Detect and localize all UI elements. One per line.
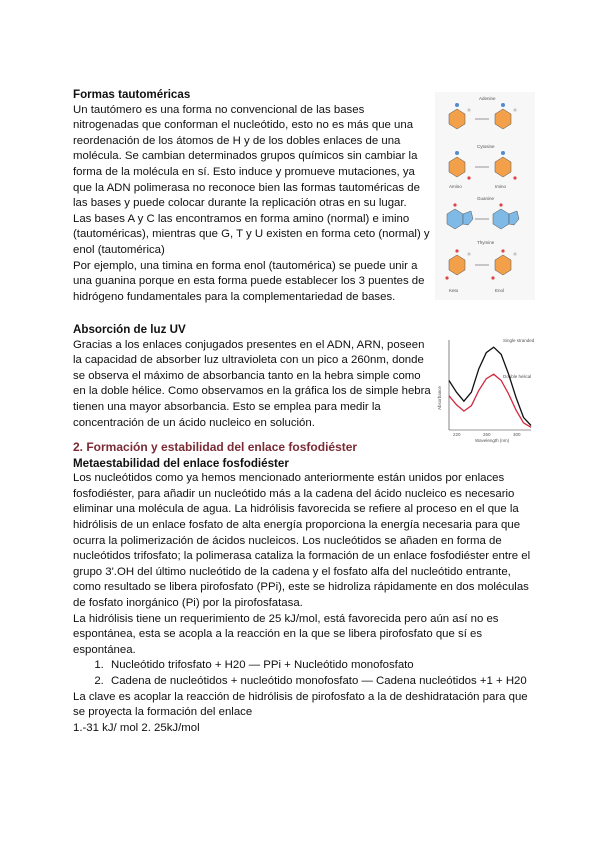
adenine-label: Adenine <box>479 96 496 101</box>
tautomers-paragraph-2: Las bases A y C las encontramos en forma amino (normal) e imino (tautoméricas), mientras que G, T y U existen en forma ceto (normal) y enol (tautomérica) <box>73 212 430 256</box>
uv-paragraph: Gracias a los enlaces conjugados presentes en el ADN, ARN, poseen la capacidad de absorber luz ultravioleta con un pico a 260nm, donde se observa el máximo de absorbancia tanto en la hebra simple como en la doble hélice. Como observamos en la gráfica los de simple hebra tienen una mayor absorbancia. Esto se emplea para medir la concentración de un ácido nucleico en solución. <box>73 338 431 429</box>
metastability-subheading: Metaestabilidad del enlace fosfodiéster <box>73 456 289 470</box>
amino-form-label: Amino <box>449 184 462 189</box>
y-axis-label: Absorbance <box>437 385 442 410</box>
tautomers-section <box>73 87 431 305</box>
uv-absorbance-chart <box>435 332 535 444</box>
imino-form-label: Imino <box>495 184 507 189</box>
x-axis-label: Wavelength (nm) <box>475 438 510 443</box>
double-helical-label: Double helical <box>503 374 532 379</box>
x-tick-220: 220 <box>453 432 461 437</box>
tautomers-heading: Formas tautoméricas <box>73 88 191 101</box>
x-tick-300: 300 <box>513 432 521 437</box>
single-stranded-label: Single stranded <box>503 338 535 343</box>
phosphodiester-paragraph-3: La clave es acoplar la reacción de hidrólisis de pirofosfato a la de deshidratación para que se proyecta la formación del enlace <box>73 690 528 719</box>
phosphodiester-section <box>73 440 531 736</box>
reaction-list <box>73 658 531 689</box>
phosphodiester-paragraph-2: La hidrólisis tiene un requerimiento de 25 kJ/mol, está favorecida pero aún así no es espontánea, esta se acopla a la reacción en la que se libera pirofosfato que sí es espontánea. <box>73 612 499 656</box>
tautomer-figure <box>435 92 535 300</box>
section-2-heading: 2. Formación y estabilidad del enlace fosfodiéster <box>73 440 358 454</box>
enol-form-label: Enol <box>495 288 505 293</box>
guanine-label: Guanine <box>477 196 495 201</box>
tautomers-paragraph-3: Por ejemplo, una timina en forma enol (tautomérica) se puede unir a una guanina porque en esta forma puede establecer los 3 puentes de hidrógeno fundamentales para la complementariedad de bases. <box>73 259 425 303</box>
energy-values: 1.-31 kJ/ mol 2. 25kJ/mol <box>73 721 200 734</box>
keto-form-label: Keto <box>449 288 459 293</box>
tautomers-paragraph-1: Un tautómero es una forma no convencional de las bases nitrogenadas que conforman el nucleótido, esto no es más que una reordenación de los átomos de H y de los dobles enlaces de una molécula. Se cambian determinados grupos químicos sin cambiar la forma de la molécula en sí. Esto induce y promueve mutaciones, ya que la ADN polimerasa no reconoce bien las formas tautoméricas de las bases y puede colocar durante la replicación otras en su lugar. <box>73 103 420 210</box>
phosphodiester-paragraph-1: Los nucleótidos como ya hemos mencionado anteriormente están unidos por enlaces fosfodiéster, para añadir un nucleótido más a la cadena del ácido nucleico es necesario eliminar una molécula de agua. La hidrólisis favorecida se refiere al proceso en el que la hidrólisis de un enlace fosfato de alta energía proporciona la energía necesaria para que ocurra la polimerización de ácidos nucleicos. Los nucleótidos se añaden en forma de nucleótidos trifosfato; la polimerasa cataliza la formación de un enlace fosfodiéster entre el grupo 3'.OH del último nucleótido de la cadena y el fosfato alfa del nucleótido entrante, como resultado se libera pirofosfato (PPi), este se hidroliza rápidamente en dos moléculas de fosfato inorgánico (Pi) por la pirofosfatasa. <box>73 472 531 609</box>
x-tick-260: 260 <box>483 432 491 437</box>
cytosine-label: Cytosine <box>477 144 495 149</box>
uv-heading: Absorción de luz UV <box>73 323 186 336</box>
uv-section <box>73 322 431 431</box>
reaction-item-1: 1. Nucleótido trifosfato + H20 — PPi + Nucleótido monofosfato <box>107 658 531 674</box>
reaction-item-2: 2. Cadena de nucleótidos + nucleótido monofosfato — Cadena nucleótidos +1 + H20 <box>107 674 531 690</box>
thymine-label: Thymine <box>477 240 495 245</box>
